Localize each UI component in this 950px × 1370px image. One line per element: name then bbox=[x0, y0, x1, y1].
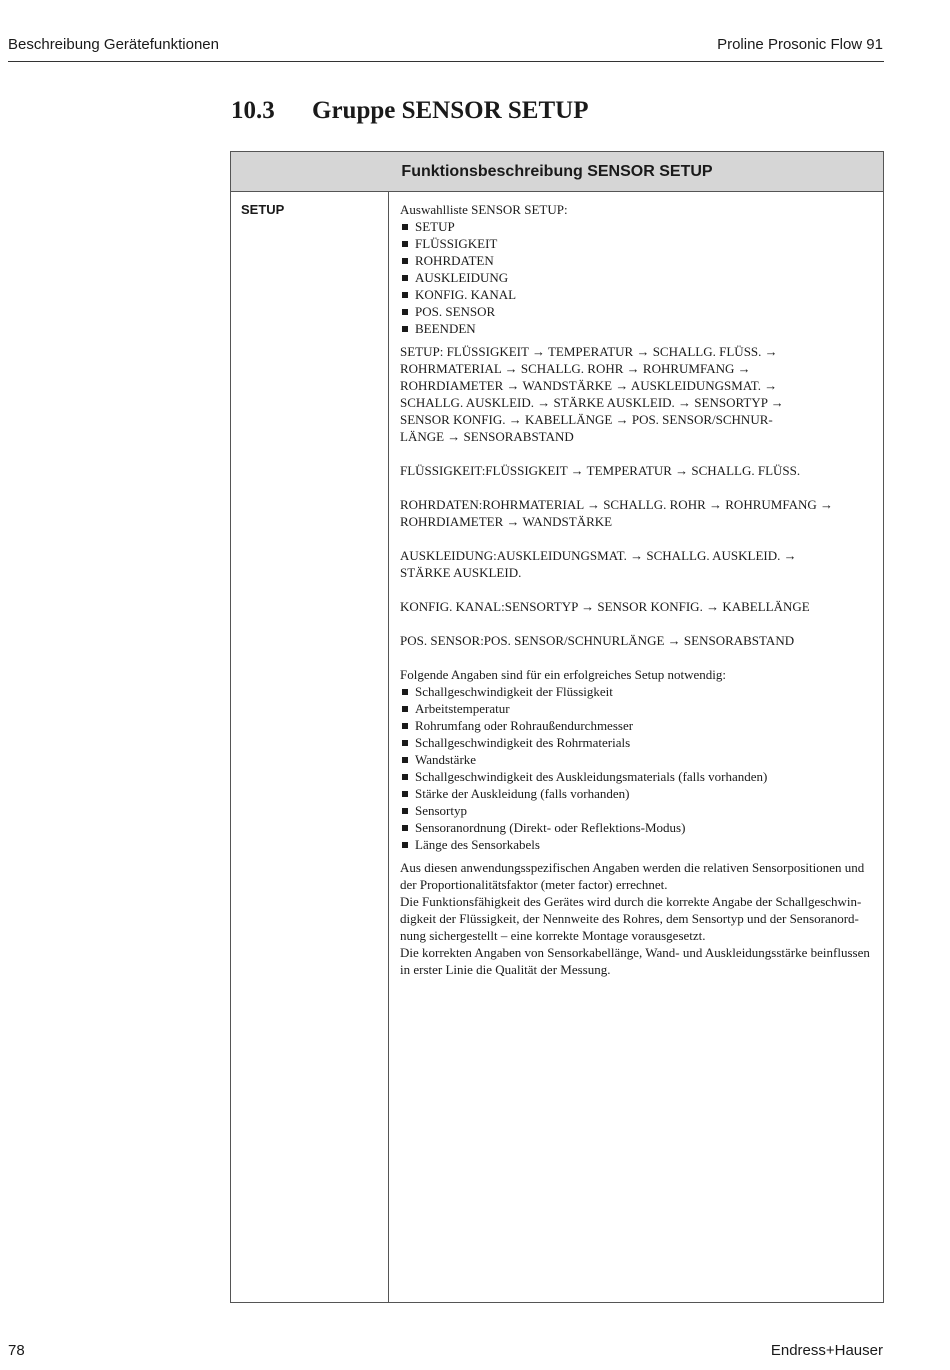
running-header-left: Beschreibung Gerätefunktionen bbox=[8, 36, 219, 53]
sequence-konfig-kanal: KONFIG. KANAL:SENSORTYP → SENSOR KONFIG. → KABELLÄNGE bbox=[400, 599, 810, 614]
section-heading bbox=[231, 97, 588, 125]
function-name-column bbox=[231, 192, 389, 1302]
requirements-list bbox=[400, 683, 875, 853]
table-heading: Funktionsbeschreibung SENSOR SETUP bbox=[231, 152, 883, 192]
list-item: BEENDEN bbox=[400, 320, 875, 337]
sequence-pos-sensor: POS. SENSOR:POS. SENSOR/SCHNURLÄNGE → SENSORABSTAND bbox=[400, 633, 795, 648]
option-list bbox=[400, 218, 875, 337]
sequence-auskleidung: AUSKLEIDUNG:AUSKLEIDUNGSMAT. → SCHALLG. AUSKLEID. → STÄRKE AUSKLEID. bbox=[400, 548, 797, 580]
list-item: Schallgeschwindigkeit des Rohrmaterials bbox=[400, 734, 875, 751]
section-number: 10.3 bbox=[231, 97, 275, 124]
list-item: Schallgeschwindigkeit der Flüssigkeit bbox=[400, 683, 875, 700]
list-item: ROHRDATEN bbox=[400, 252, 875, 269]
list-item: Länge des Sensorkabels bbox=[400, 836, 875, 853]
requirements-intro: Folgende Angaben sind für ein erfolgreiches Setup notwendig: bbox=[400, 667, 727, 682]
page-number: 78 bbox=[8, 1342, 25, 1359]
sequence-setup: SETUP: FLÜSSIGKEIT → TEMPERATUR → SCHALLG. FLÜSS. → ROHRMATERIAL → SCHALLG. ROHR → ROHRUMFANG → ROHRDIAMETER → WANDSTÄRKE → AUSKLEIDUNGSMAT. → SCHALLG. AUSKLEID. → STÄRKE AUSKLEID. → SENSORTYP → SENSOR KONFIG. → KABELLÄNGE → POS. SENSOR/SCHNUR- LÄNGE → SENSORABSTAND bbox=[400, 344, 784, 444]
function-description bbox=[400, 201, 875, 978]
list-item: Stärke der Auskleidung (falls vorhanden) bbox=[400, 785, 875, 802]
sequence-fluessigkeit: FLÜSSIGKEIT:FLÜSSIGKEIT → TEMPERATUR → SCHALLG. FLÜSS. bbox=[400, 463, 801, 478]
header-rule bbox=[8, 61, 884, 62]
running-header-right: Proline Prosonic Flow 91 bbox=[717, 36, 883, 53]
function-name: SETUP bbox=[241, 202, 285, 217]
list-item: Rohrumfang oder Rohraußendurchmesser bbox=[400, 717, 875, 734]
function-table bbox=[230, 151, 884, 1303]
list-item: KONFIG. KANAL bbox=[400, 286, 875, 303]
selection-intro: Auswahlliste SENSOR SETUP: bbox=[400, 202, 568, 217]
list-item: POS. SENSOR bbox=[400, 303, 875, 320]
section-title: Gruppe SENSOR SETUP bbox=[312, 97, 589, 124]
list-item: Arbeitstemperatur bbox=[400, 700, 875, 717]
list-item: AUSKLEIDUNG bbox=[400, 269, 875, 286]
list-item: FLÜSSIGKEIT bbox=[400, 235, 875, 252]
list-item: Sensoranordnung (Direkt- oder Reflektions-Modus) bbox=[400, 819, 875, 836]
closing-paragraph: Aus diesen anwendungsspezifischen Angaben werden die relativen Sensorpositionen und der Proportionalitätsfaktor (meter factor) errechnet. Die Funktionsfähigkeit des Gerätes wird durch die korrekte Angabe der Schallgeschwin- digkeit der Flüssigkeit, der Nennweite des Rohres, dem Sensortyp und der Sensoranord- nung sichergestellt – eine korrekte Montage vorausgesetzt. Die korrekten Angaben von Sensorkabellänge, Wand- und Auskleidungsstärke beinflussen in erster Linie die Qualität der Messung. bbox=[400, 860, 870, 977]
list-item: SETUP bbox=[400, 218, 875, 235]
list-item: Schallgeschwindigkeit des Auskleidungsmaterials (falls vorhanden) bbox=[400, 768, 875, 785]
list-item: Wandstärke bbox=[400, 751, 875, 768]
footer-brand: Endress+Hauser bbox=[770, 1342, 883, 1359]
list-item: Sensortyp bbox=[400, 802, 875, 819]
sequence-rohrdaten: ROHRDATEN:ROHRMATERIAL → SCHALLG. ROHR → ROHRUMFANG → ROHRDIAMETER → WANDSTÄRKE bbox=[400, 497, 833, 529]
